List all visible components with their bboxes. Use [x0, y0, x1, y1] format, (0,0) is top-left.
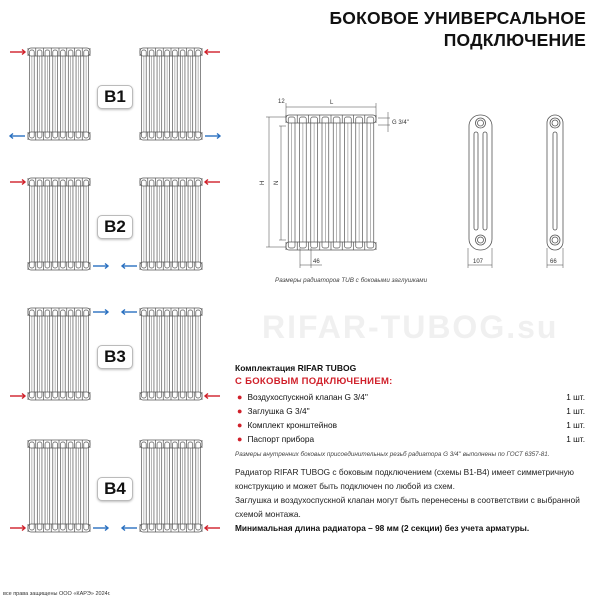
dim-N: N: [274, 180, 280, 185]
dim-H: H: [260, 180, 266, 185]
kit-item-name: Воздухоспускной клапан G 3/4'': [247, 392, 369, 402]
radiator-front-view: [286, 115, 376, 250]
radiator-icon: [28, 48, 90, 140]
radiator-icon: [140, 308, 202, 400]
radiator-icon: [140, 178, 202, 270]
title-line-2: ПОДКЛЮЧЕНИЕ: [443, 30, 586, 50]
title-line-1: БОКОВОЕ УНИВЕРСАЛЬНОЕ: [329, 8, 586, 28]
bullet-icon: ●: [237, 392, 243, 402]
radiator-icon: [140, 440, 202, 532]
dim-L: L: [330, 100, 334, 106]
return-arrow-icon: [93, 526, 108, 531]
watermark: RIFAR-TUBOG.su: [262, 309, 559, 345]
supply-arrow-icon: [205, 394, 220, 399]
description-p3: Минимальная длина радиатора – 98 мм (2 секции) без учета арматуры.: [235, 523, 530, 533]
kit-title: Комплектация RIFAR TUBOG: [235, 363, 357, 373]
return-arrow-icon: [93, 310, 108, 315]
kit-item-qty: 1 шт.: [566, 420, 585, 430]
dimension-drawing: [250, 90, 590, 275]
scheme-label-b4: B4: [97, 477, 133, 501]
scheme-label-b3: B3: [97, 345, 133, 369]
kit-note: Размеры внутренних боковых присоединительных резьб радиатора G 3/4'' выполнены по ГОСТ 6357-81.: [235, 451, 550, 458]
supply-arrow-icon: [10, 180, 25, 185]
return-arrow-icon: [10, 134, 25, 139]
radiator-side-view-3-tube: [469, 115, 492, 250]
return-arrow-icon: [93, 264, 108, 269]
description-p2: Заглушка и воздухоспускной клапан могут быть перенесены в соответствии с выбранной схемой монтажа.: [235, 495, 580, 519]
radiator-icon: [28, 440, 90, 532]
radiator-icon: [28, 308, 90, 400]
return-arrow-icon: [122, 310, 137, 315]
supply-arrow-icon: [10, 394, 25, 399]
supply-arrow-icon: [10, 50, 25, 55]
return-arrow-icon: [122, 264, 137, 269]
dim-107: 107: [473, 259, 484, 265]
supply-arrow-icon: [205, 50, 220, 55]
supply-arrow-icon: [205, 526, 220, 531]
kit-item: [235, 432, 585, 446]
radiator-icon: [140, 48, 202, 140]
thread-size: G 3/4'': [392, 120, 409, 126]
supply-arrow-icon: [205, 180, 220, 185]
kit-item-qty: 1 шт.: [566, 434, 585, 444]
bullet-icon: ●: [237, 406, 243, 416]
connection-schemes: [0, 0, 232, 560]
description-p1: Радиатор RIFAR TUBOG с боковым подключением (схемы В1-В4) имеет симметричную конструкцию и может быть подключен по любой из схем.: [235, 467, 575, 491]
kit-item-name: Паспорт прибора: [247, 434, 315, 444]
copyright: все права защищены ООО «КАРЭ» 2024г.: [3, 591, 111, 597]
return-arrow-icon: [122, 526, 137, 531]
scheme-label-b1: B1: [97, 85, 133, 109]
kit-item-qty: 1 шт.: [566, 406, 585, 416]
description: [235, 465, 585, 535]
dim-12: 12: [278, 99, 285, 105]
scheme-label-b2: B2: [97, 215, 133, 239]
supply-arrow-icon: [10, 526, 25, 531]
page-title: [329, 7, 586, 51]
radiator-icon: [286, 115, 376, 250]
dim-66: 66: [550, 259, 557, 265]
kit-item-name: Комплект кронштейнов: [247, 420, 338, 430]
bullet-icon: ●: [237, 420, 243, 430]
kit-section: [235, 363, 585, 458]
bullet-icon: ●: [237, 434, 243, 444]
drawing-caption: Размеры радиаторов TUB с боковыми заглушками: [275, 277, 428, 284]
kit-item-name: Заглушка G 3/4'': [247, 406, 310, 416]
return-arrow-icon: [205, 134, 220, 139]
radiator-side-view-2-tube: [547, 115, 563, 250]
dim-46: 46: [313, 259, 320, 265]
kit-item-qty: 1 шт.: [566, 392, 585, 402]
kit-item: [235, 390, 585, 404]
kit-subtitle: С БОКОВЫМ ПОДКЛЮЧЕНИЕМ:: [235, 376, 393, 387]
kit-item: [235, 418, 585, 432]
kit-item: [235, 404, 585, 418]
radiator-icon: [28, 178, 90, 270]
